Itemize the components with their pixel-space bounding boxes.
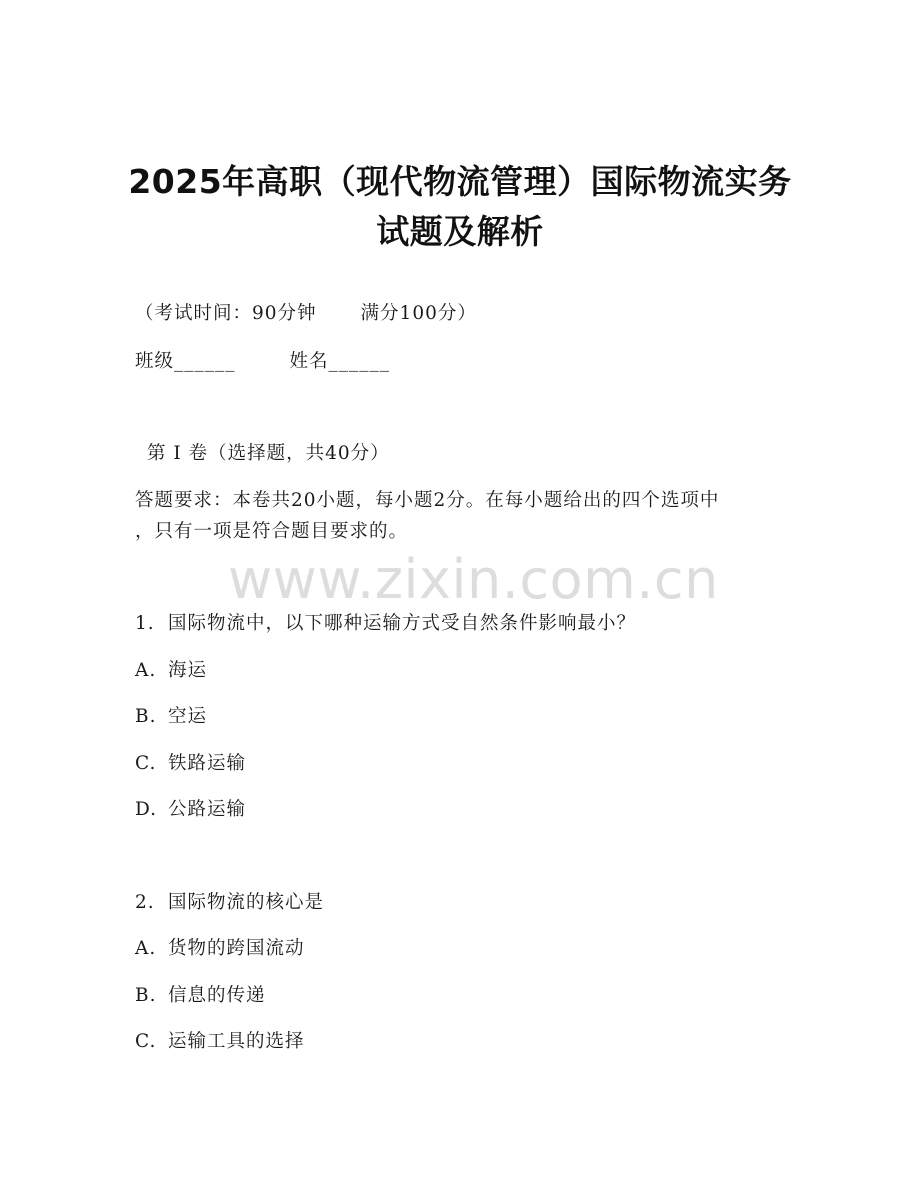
question-2-option-c: [135, 1030, 305, 1054]
question-2-option-a: [135, 937, 305, 961]
question-1-option-a: [135, 659, 207, 683]
student-info: [135, 350, 390, 374]
question-2: [135, 891, 324, 915]
option-letter: B.: [135, 985, 157, 1006]
watermark: www.zixin.com.cn: [228, 548, 719, 611]
question-1: [135, 612, 636, 636]
instruction-line-1: 答题要求：本卷共20小题，每小题2分。在每小题给出的四个选项中: [135, 490, 720, 511]
option-letter: A.: [135, 938, 157, 959]
option-letter: D.: [135, 799, 158, 820]
option-text: 铁路运输: [168, 753, 247, 774]
full-score: 满分100分）: [360, 303, 477, 324]
document-title-line-1: 2025年高职（现代物流管理）国际物流实务: [128, 162, 792, 201]
document-title-line-2: 试题及解析: [376, 212, 544, 251]
option-text: 信息的传递: [168, 985, 266, 1006]
exam-time: （考试时间：90分钟: [135, 303, 317, 324]
option-text: 海运: [168, 660, 208, 681]
option-text: 运输工具的选择: [168, 1031, 305, 1052]
option-letter: B.: [135, 706, 157, 727]
instruction-line-2: ，只有一项是符合题目要求的。: [135, 521, 409, 542]
question-number: 1.: [135, 613, 155, 634]
question-1-option-c: [135, 752, 246, 776]
name-field: 姓名______: [289, 351, 391, 372]
question-1-option-d: [135, 798, 246, 822]
question-text: 国际物流中，以下哪种运输方式受自然条件影响最小？: [168, 613, 637, 634]
option-letter: A.: [135, 660, 157, 681]
option-text: 货物的跨国流动: [168, 938, 305, 959]
question-number: 2.: [135, 892, 155, 913]
exam-info: [135, 302, 477, 326]
question-text: 国际物流的核心是: [168, 892, 325, 913]
option-text: 空运: [168, 706, 208, 727]
option-text: 公路运输: [168, 799, 247, 820]
option-letter: C.: [135, 753, 157, 774]
question-2-option-b: [135, 984, 266, 1008]
question-1-option-b: [135, 705, 207, 729]
section-title: 第 I 卷（选择题，共40分）: [147, 443, 390, 464]
class-field: 班级______: [135, 351, 236, 372]
option-letter: C.: [135, 1031, 157, 1052]
